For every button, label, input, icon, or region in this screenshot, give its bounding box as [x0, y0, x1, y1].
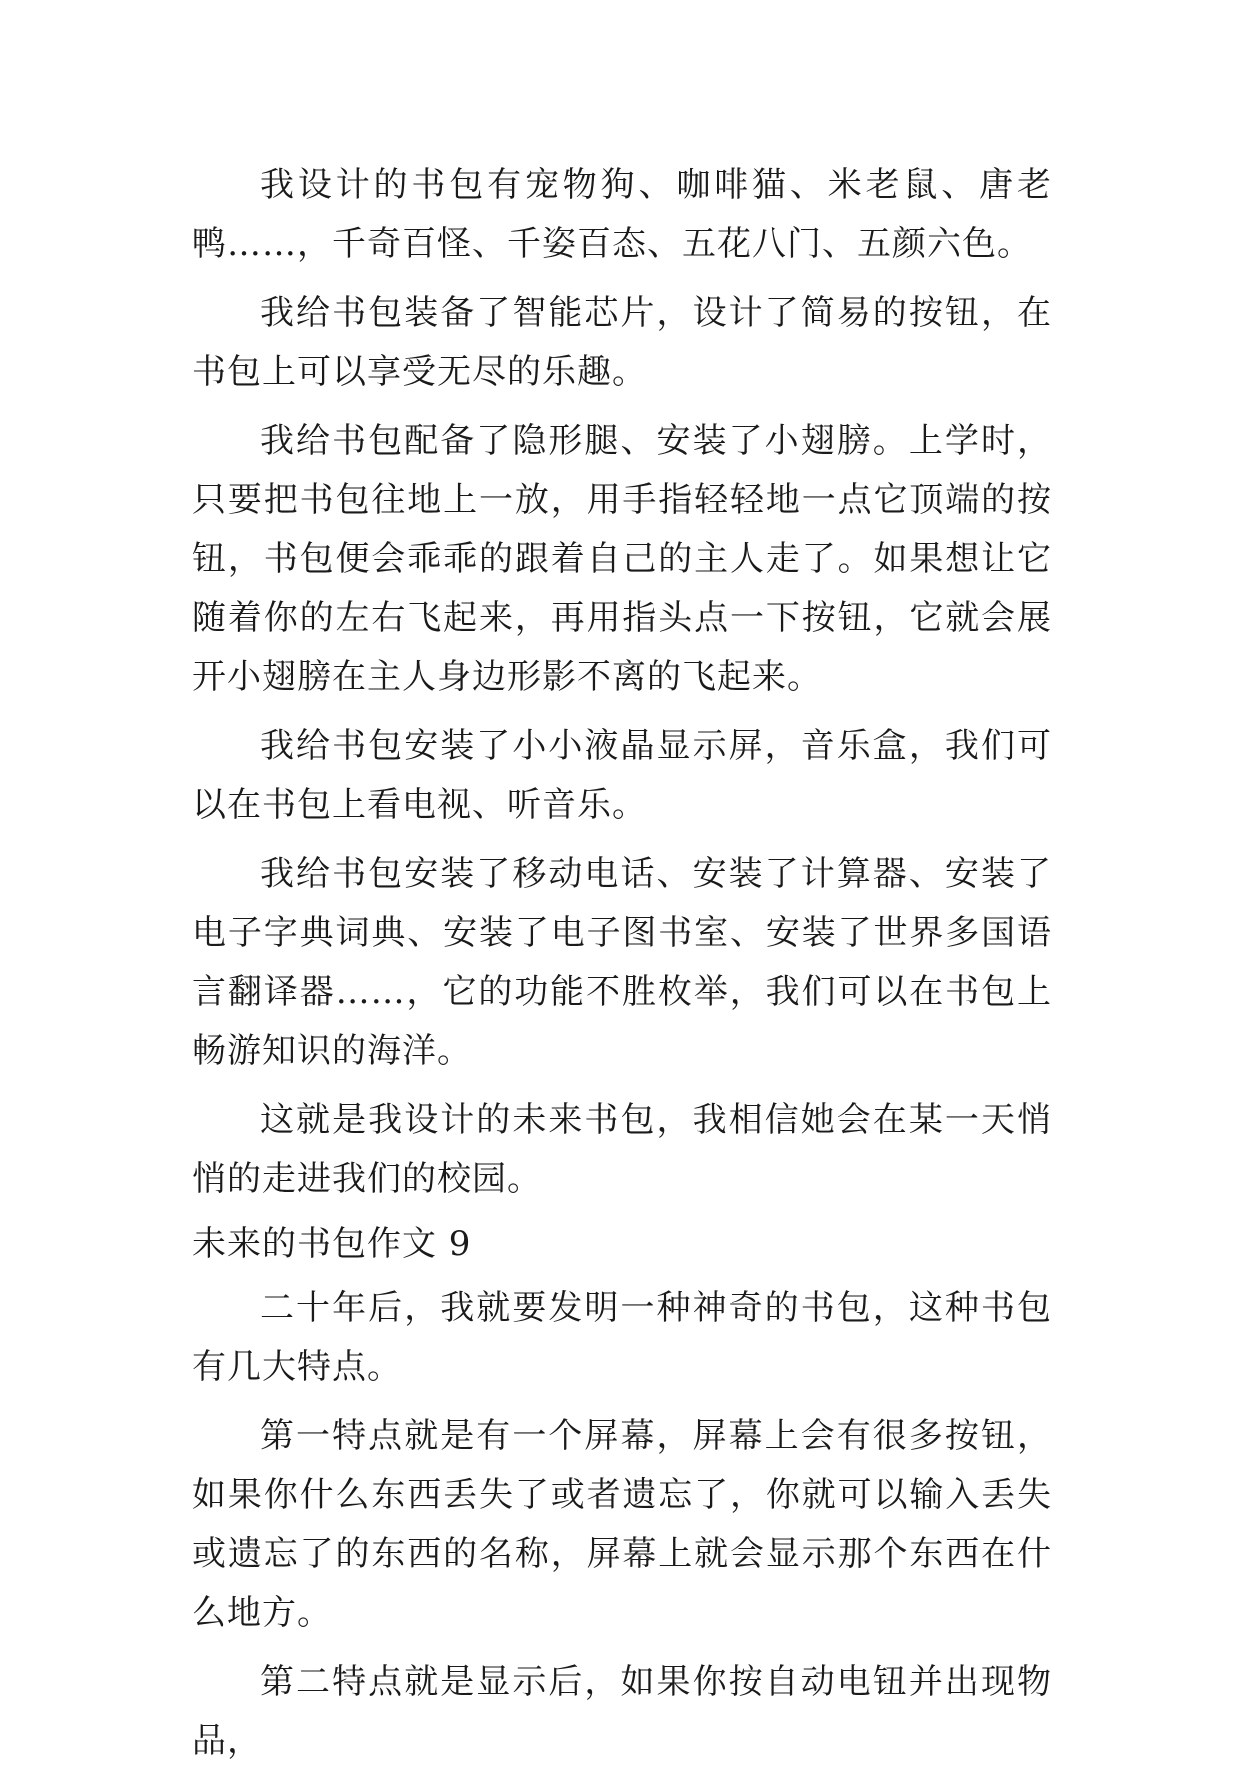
paragraph-lcd-screen: 我给书包安装了小小液晶显示屏，音乐盒，我们可以在书包上看电视、听音乐。: [192, 726, 1052, 825]
paragraph-devices: 我给书包安装了移动电话、安装了计算器、安装了电子字典词典、安装了电子图书室、安装了世界多国语言翻译器……，它的功能不胜枚举，我们可以在书包上畅游知识的海洋。: [192, 854, 1052, 1071]
paragraph-conclusion: 这就是我设计的未来书包，我相信她会在某一天悄悄的走进我们的校园。: [192, 1100, 1052, 1199]
document-body: [192, 156, 1052, 1781]
section-heading: 未来的书包作文 9: [192, 1224, 472, 1264]
paragraph-pet-designs: 我设计的书包有宠物狗、咖啡猫、米老鼠、唐老鸭……，千奇百怪、千姿百态、五花八门、五颜六色。: [192, 165, 1052, 264]
paragraph-feature-two: 第二特点就是显示后，如果你按自动电钮并出现物品，: [192, 1662, 1052, 1761]
paragraph-intro-essay-9: 二十年后，我就要发明一种神奇的书包，这种书包有几大特点。: [192, 1288, 1052, 1387]
paragraph-feature-one: 第一特点就是有一个屏幕，屏幕上会有很多按钮，如果你什么东西丢失了或者遗忘了，你就可以输入丢失或遗忘了的东西的名称，屏幕上就会显示那个东西在什么地方。: [192, 1416, 1052, 1633]
paragraph-invisible-legs-wings: 我给书包配备了隐形腿、安装了小翅膀。上学时，只要把书包往地上一放，用手指轻轻地一点它顶端的按钮，书包便会乖乖的跟着自己的主人走了。如果想让它随着你的左右飞起来，再用指头点一下按钮，它就会展开小翅膀在主人身边形影不离的飞起来。: [192, 421, 1052, 697]
paragraph-smart-chip: 我给书包装备了智能芯片，设计了简易的按钮，在书包上可以享受无尽的乐趣。: [192, 293, 1052, 392]
